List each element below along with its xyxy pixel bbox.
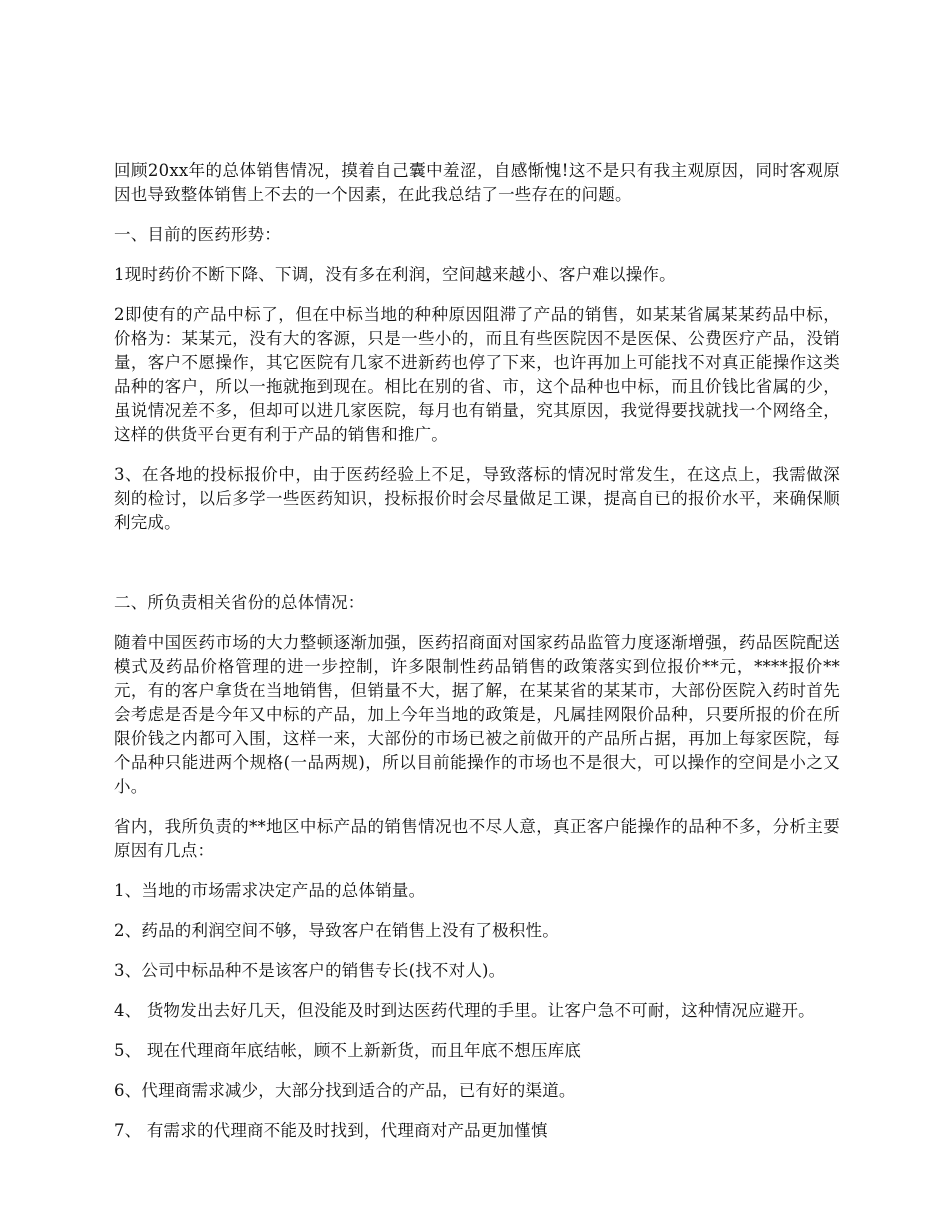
list-item: 7、 有需求的代理商不能及时找到，代理商对产品更加慬慎 <box>114 1121 548 1140</box>
body-paragraph: 随着中国医药市场的大力整顿逐渐加强，医药招商面对国家药品监管力度逐渐增强，药品医院配送模式及药品价格管理的进一步控制，许多限制性药品销售的政策落实到位报价**元，****报价**元，有的客户拿货在当地销售，但销量不大，据了解，在某某省的某某市，大部份医院入药时首先会考虑是否是今年又中标的产品，加上今年当地的政策是，凡属挂网限价品种，只要所报的价在所限价钱之内都可入围，这样一来，大部份的市场已被之前做开的产品所占据，再加上每家医院，每个品种只能进两个规格(一品两规)，所以目前能操作的市场也不是很大，可以操作的空间是小之又小。 <box>114 633 840 796</box>
list-item: 3、在各地的投标报价中，由于医药经验上不足，导致落标的情况时常发生，在这点上，我需做深刻的检讨，以后多学一些医药知识，投标报价时会尽量做足工课，提高自已的报价水平，来确保顺利完成。 <box>114 465 840 532</box>
list-item: 6、代理商需求减少，大部分找到适合的产品，已有好的渠道。 <box>114 1081 576 1100</box>
list-item: 3、公司中标品种不是该客户的销售专长(找不对人)。 <box>114 961 506 980</box>
list-item: 2、药品的利润空间不够，导致客户在销售上没有了极积性。 <box>114 921 559 940</box>
list-item: 2即使有的产品中标了，但在中标当地的种种原因阻滞了产品的销售，如某某省属某某药品中标，价格为：某某元，没有大的客源，只是一些小的，而且有些医院因不是医保、公费医疗产品，没销量，客户不愿操作，其它医院有几家不进新药也停了下来，也许再加上可能找不对真正能操作这类品种的客户，所以一拖就拖到现在。相比在别的省、市，这个品种也中标，而且价钱比省属的少，虽说情况差不多，但却可以进几家医院，每月也有销量，究其原因，我觉得要找就找一个网络全，这样的供货平台更有利于产品的销售和推广。 <box>114 305 840 444</box>
list-item: 1、当地的市场需求决定产品的总体销量。 <box>114 881 426 900</box>
list-item: 4、 货物发出去好几天，但没能及时到达医药代理的手里。让客户急不可耐，这种情况应避开。 <box>114 1001 815 1020</box>
list-item: 5、 现在代理商年底结帐，顾不上新新货，而且年底不想压库底 <box>114 1041 582 1060</box>
body-paragraph: 省内，我所负责的**地区中标产品的销售情况也不尽人意，真正客户能操作的品种不多，分析主要原因有几点： <box>114 817 840 860</box>
list-item: 1现时药价不断下降、下调，没有多在利润，空间越来越小、客户难以操作。 <box>114 265 676 284</box>
document-page <box>114 159 840 1143</box>
section-heading-2: 二、所负责相关省份的总体情况： <box>114 593 365 612</box>
intro-paragraph: 回顾20xx年的总体销售情况，摸着自己囊中羞涩，自感惭愧!这不是只有我主观原因，同时客观原因也导致整体销售上不去的一个因素，在此我总结了一些存在的问题。 <box>114 161 840 204</box>
section-heading-1: 一、目前的医药形势： <box>114 225 281 244</box>
